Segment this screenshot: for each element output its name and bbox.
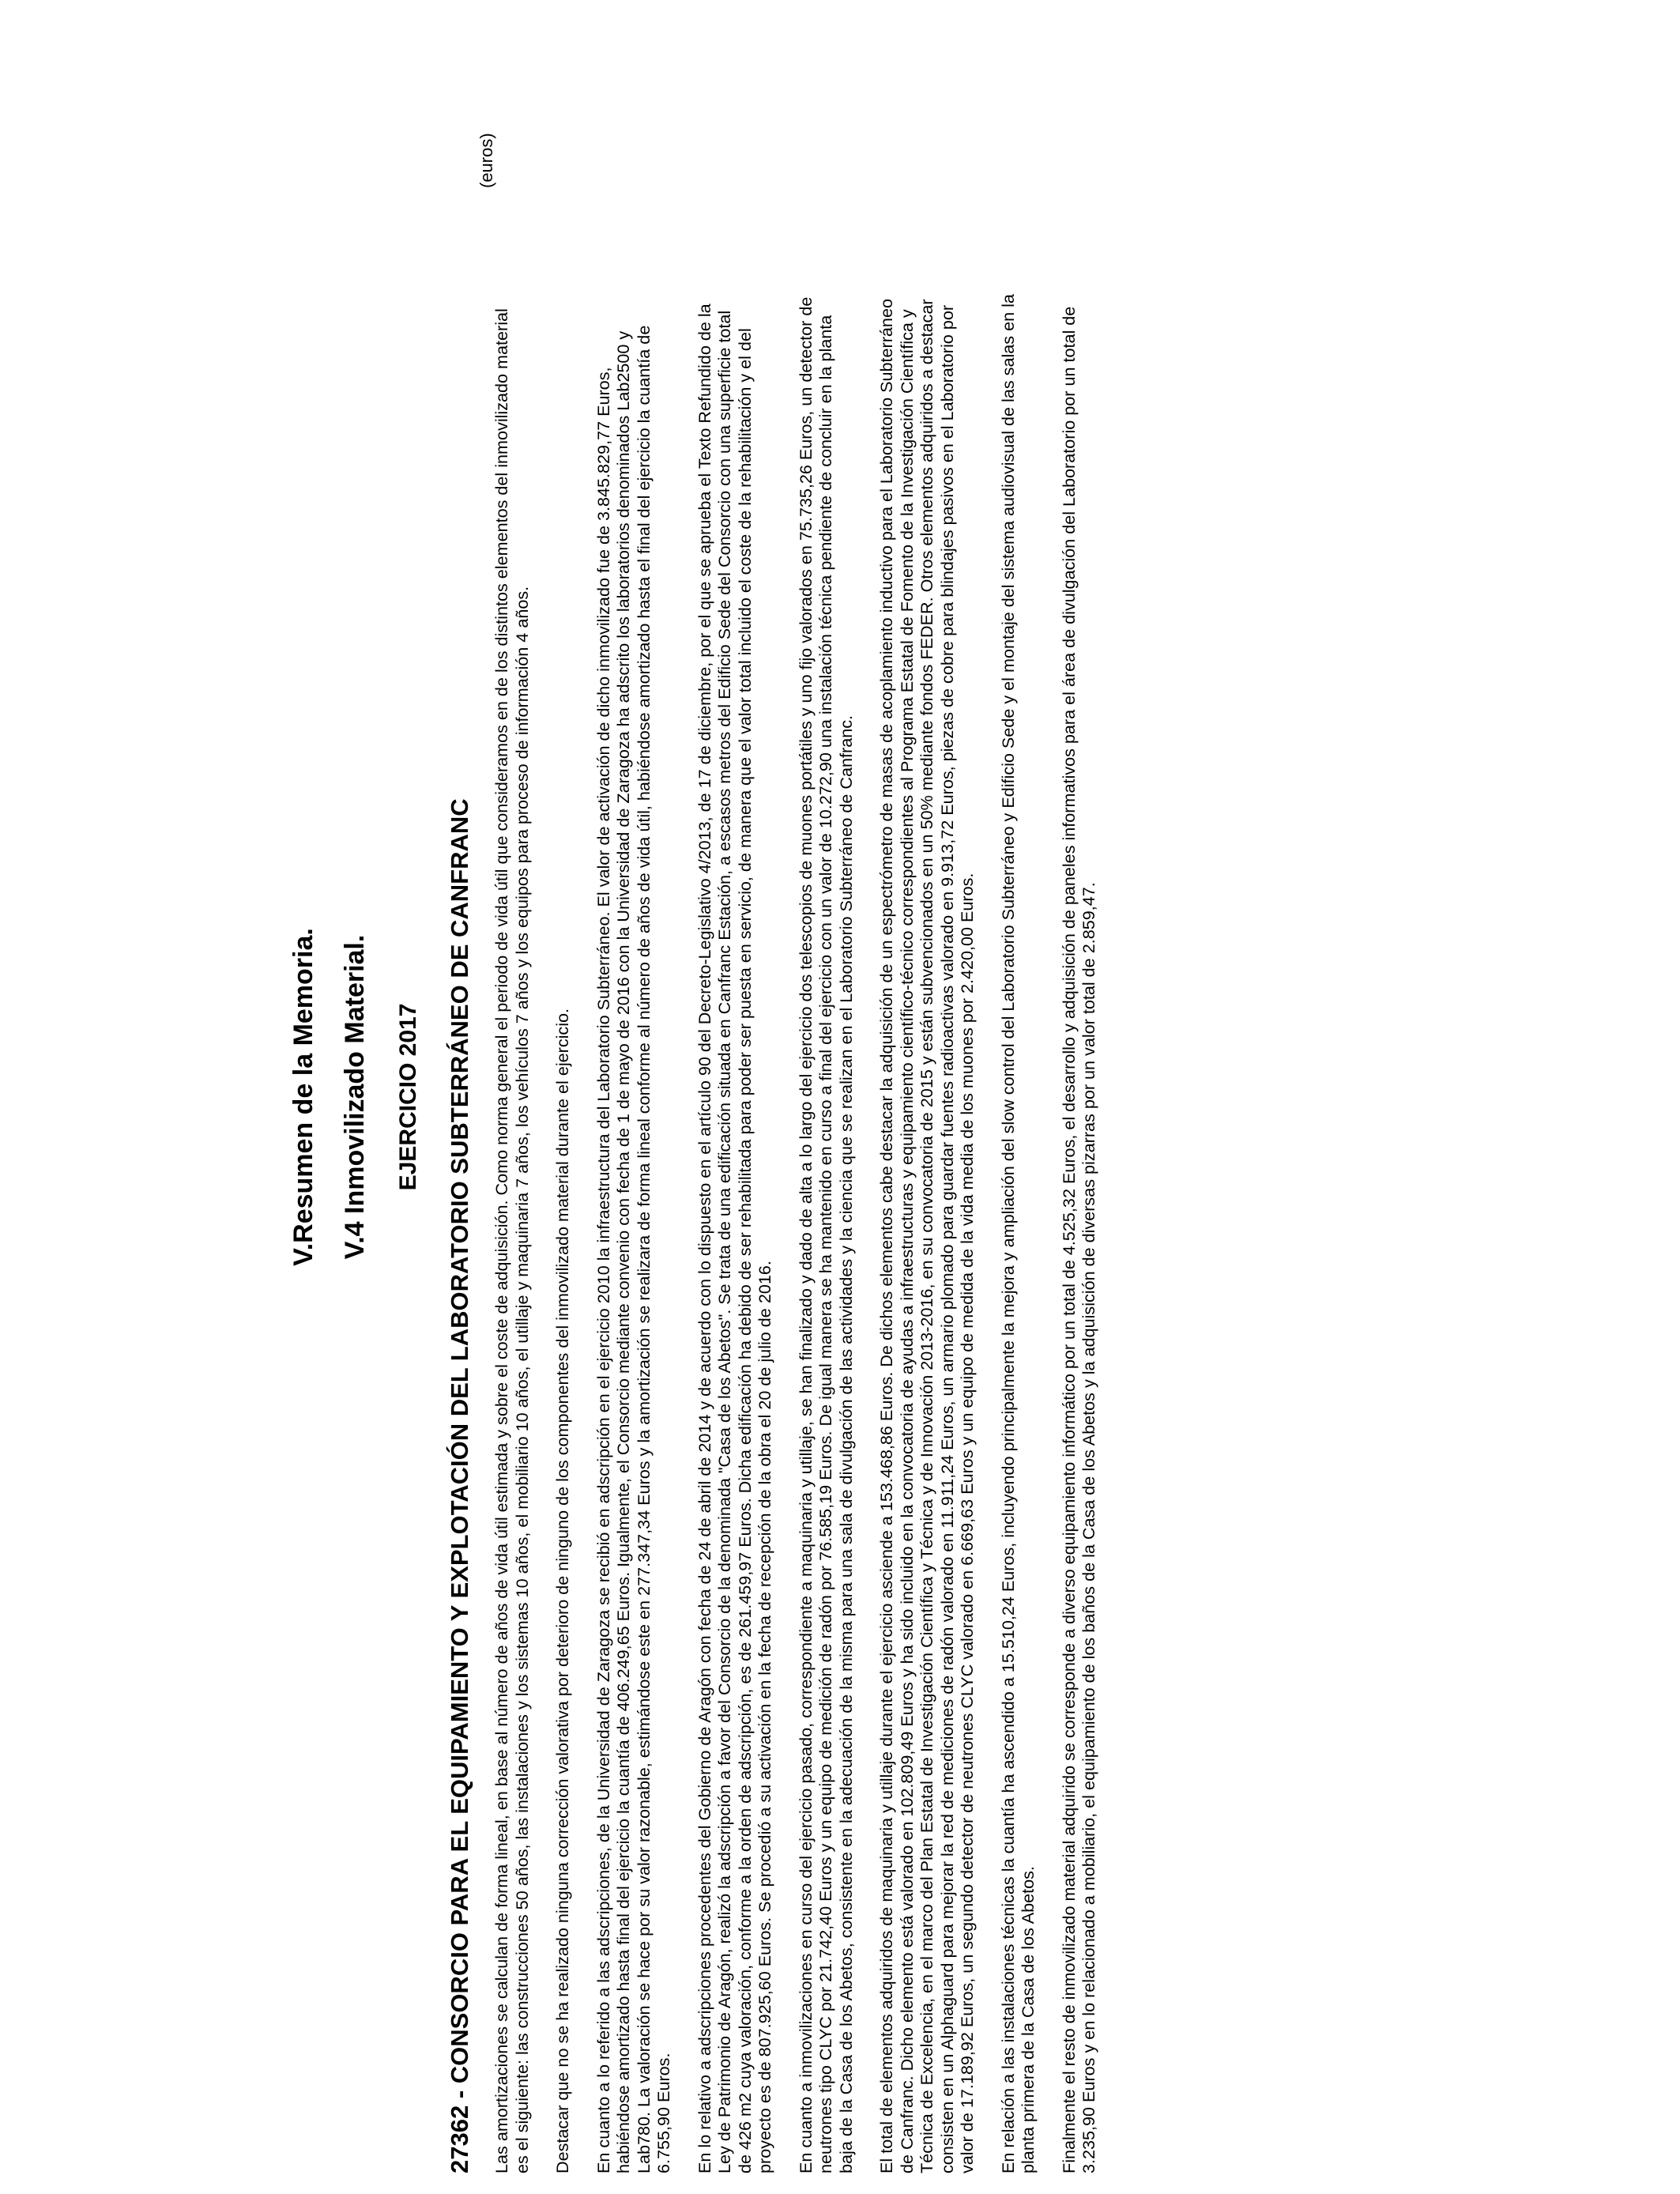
paragraph-technical-installations: En relación a las instalaciones técnicas la cuantía ha ascendido a 15.510,24 Euros, incluyendo principalmente la mejora y ampliación del slow control del Laboratorio Subterráneo y Edificio Sede y el montaje del sistema audiovisual de las salas en la planta primera de la Casa de los Abetos. [997,294,1038,2173]
paragraph-government-assignments: En lo relativo a adscripciones procedentes del Gobierno de Aragón con fecha de 24 de abril de 2014 y de acuerdo con lo dispuesto en el artículo 90 del Decreto-Legislativo 4/2013, de 17 de diciembre, por el que se aprueba el Texto Refundido de la Ley de Patrimonio de Aragón, realizó la adscripción a favor del Consorcio de la denominada "Casa de los Abetos". Se trata de una edificación situada en Canfranc Estación, a escasos metros del Edificio Sede del Consorcio con una superficie total de 426 m2 cuya valoración, conforme a la orden de adscripción, es de 261.459,97 Euros. Dicha edificación ha debido de ser rehabilitada para poder ser puesta en servicio, de manera que el valor total incluido el coste de la rehabilitación y el del proyecto es de 807.925,60 Euros. Se procedió a su activación en la fecha de recepción de la obra el 20 de julio de 2016. [694,303,774,2173]
subsection-title: V.4 Inmovilizado Material. [340,934,370,1260]
paragraph-impairment: Destacar que no se ha realizado ninguna corrección valorativa por deterioro de ninguno de los componentes del inmovilizado material durante el ejercicio. [552,1008,572,2173]
entity-heading: 27362 - CONSORCIO PARA EL EQUIPAMIENTO Y EXPLOTACIÓN DEL LABORATORIO SUBTERRÁNEO DE CANFRANC [446,798,473,2173]
paragraph-assets-in-progress: En cuanto a inmovilizaciones en curso del ejercicio pasado, correspondiente a maquinaria y utillaje, se han finalizado y dado de alta a lo largo del ejercicio dos telescopios de muones portátiles y uno fijo valorados en 75.735,26 Euros, un detector de neutrones tipo CLYC por 21.742,40 Euros y un equipo de medición de radón por 76.585,19 Euros. De igual manera se ha mantenido en curso a final del ejercicio con un valor de 10.272,90 una instalación técnica pendiente de concluir en la planta baja de la Casa de los Abetos, consistente en la adecuación de la misma para una sala de divulgación de las actividades y la ciencia que se realizan en el Laboratorio Subterráneo de Canfranc. [795,296,856,2173]
section-title: V.Resumen de la Memoria. [288,928,318,1266]
units-label: (euros) [477,133,496,188]
paragraph-other-assets: Finalmente el resto de inmovilizado material adquirido se corresponde a diverso equipamiento informático por un total de 4.525,32 Euros, el desarrollo y adquisición de paneles informativos para el área de divulgación del Laboratorio por un total de 3.235,90 Euros y en lo relacionado a mobiliario, el equipamiento de los baños de la Casa de los Abetos y la adquisición de diversas pizarras por un valor total de 2.859,47. [1058,306,1098,2173]
memory-body [492,8,1120,2173]
fiscal-year-heading: EJERCICIO 2017 [395,1003,421,1191]
paragraph-university-assignments: En cuanto a lo referido a las adscripciones, de la Universidad de Zaragoza se recibió en adscripción en el ejercicio 2010 la infraestructura del Laboratorio Subterráneo. El valor de activación de dicho inmovilizado fue de 3.845.829,77 Euros, habiéndose amortizado hasta final del ejercicio la cuantía de 406.249,65 Euros. Igualmente, el Consorcio mediante convenio con fecha de 1 de mayo de 2016 con la Universidad de Zaragoza ha adscrito los laboratorios denominados Lab2500 y Lab780. La valoración se hace por su valor razonable, estimándose este en 277.347,34 Euros y la amortización se realizara de forma lineal conforme al número de años de vida útil, habiéndose amortizado hasta el final del ejercicio la cuantía de 6.755,90 Euros. [593,325,673,2173]
paragraph-amortization: Las amortizaciones se calculan de forma lineal, en base al número de años de vida útil estimada y sobre el coste de adquisición. Como norma general el periodo de vida útil que consideramos en de los distintos elementos del inmovilizado material es el siguiente: las construcciones 50 años, las instalaciones y los sistemas 10 años, el mobiliario 10 años, el utillaje y maquinaria 7 años, los vehículos 7 años y los equipos para proceso de información 4 años. [492,308,532,2173]
paragraph-machinery-acquisitions: El total de elementos adquiridos de maquinaria y utillaje durante el ejercicio asciende a 153.468,86 Euros. De dichos elementos cabe destacar la adquisición de un espectrómetro de masas de acoplamiento inductivo para el Laboratorio Subterráneo de Canfranc. Dicho elemento está valorado en 102.809,49 Euros y ha sido incluido en la convocatoria de ayudas a infraestructuras y equipamiento científico-técnico correspondientes al Programa Estatal de Fomento de la Investigación Científica y Técnica de Excelencia, en el marco del Plan Estatal de Investigación Científica y Técnica y de Innovación 2013-2016, en su convocatoria de 2015 y están subvencionados en un 50% mediante fondos FEDER. Otros elementos adquiridos a destacar consisten en un Alphaguard para mejorar la red de mediciones de radón valorado en 11.911,24 Euros, un armario plomado para guardar fuentes radioactivas valorado en 9.913,72 Euros, piezas de cobre para blindajes pasivos en el Laboratorio por valor de 17.189,92 Euros, un segundo detector de neutrones CLYC valorado en 6.669,63 Euros y un equipo de medida de la vida media de los muones por 2.420,00 Euros. [876,299,977,2173]
